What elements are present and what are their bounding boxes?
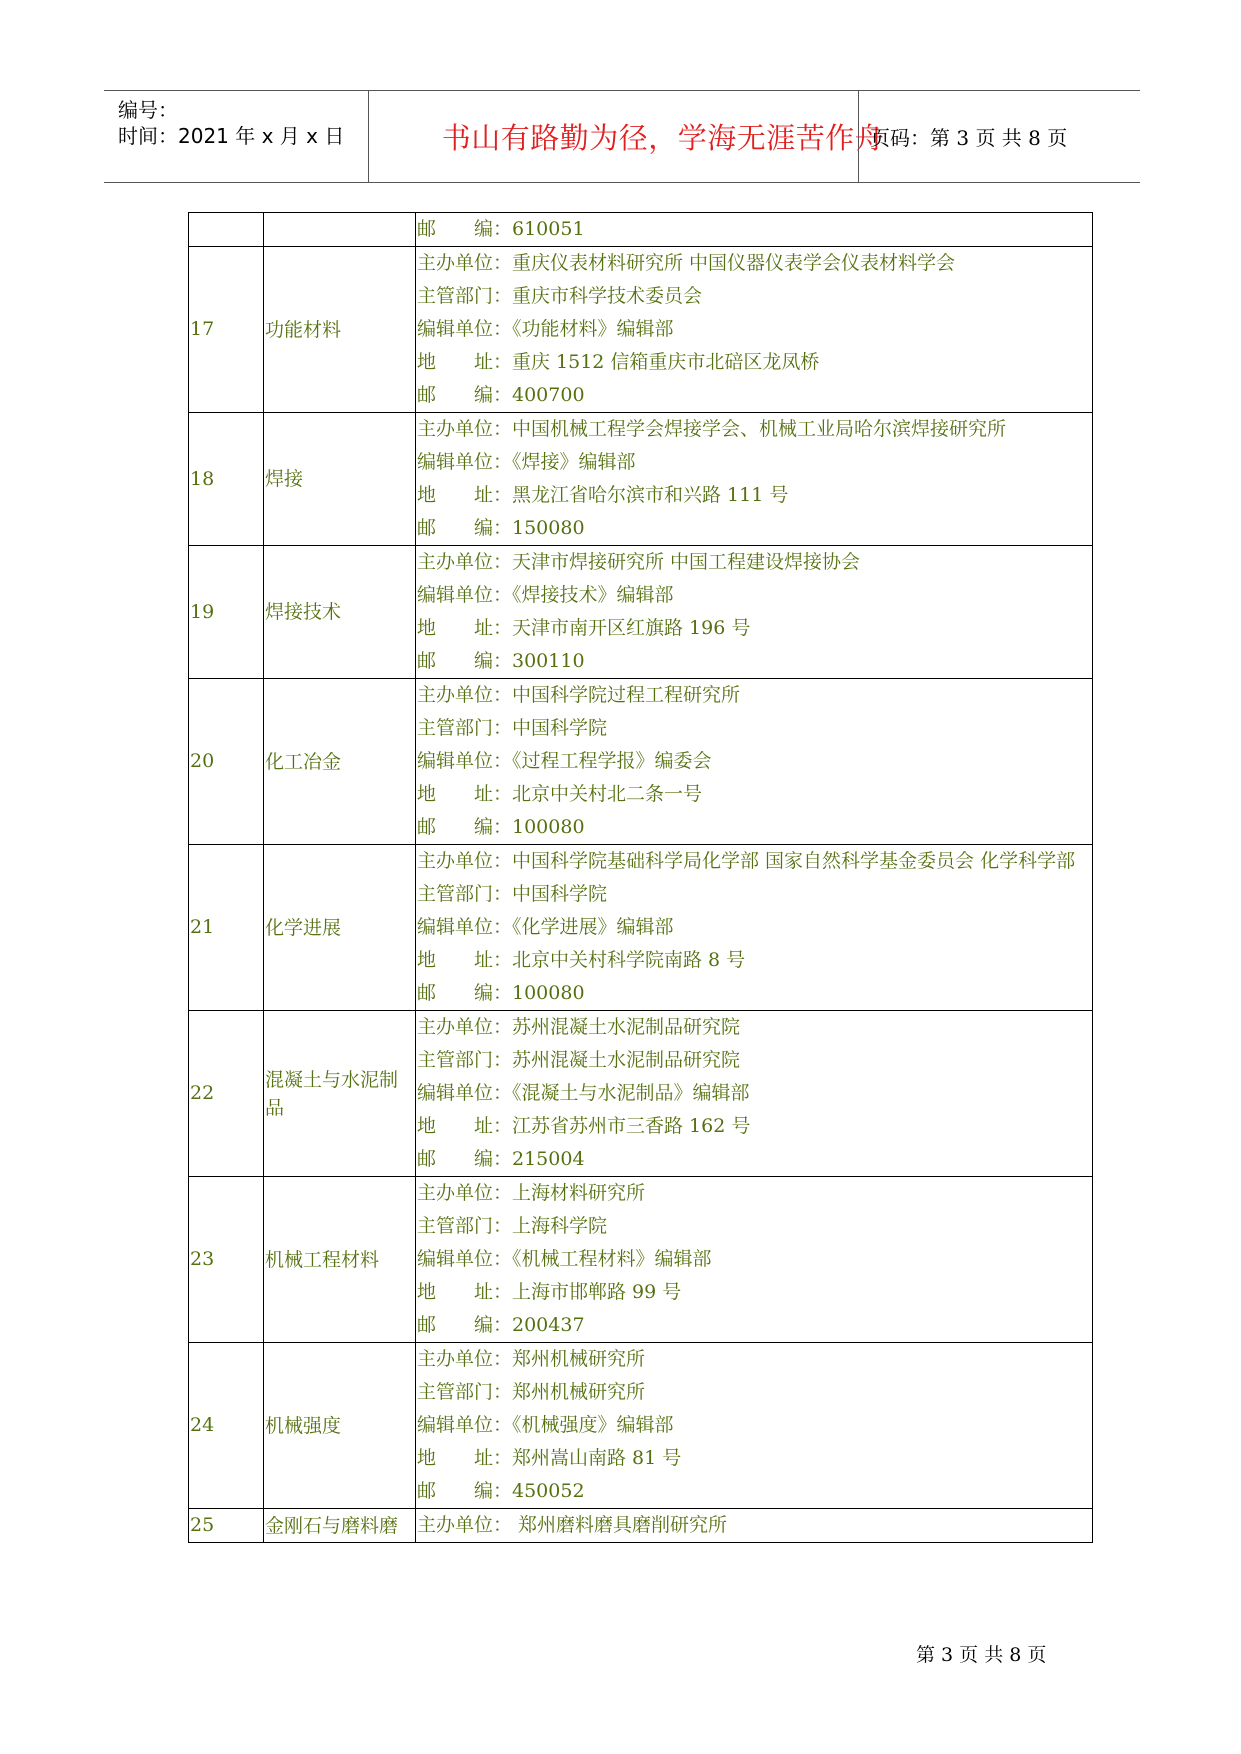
info-line: 地 址：上海市邯郸路 99 号	[417, 1281, 682, 1303]
info-line: 主办单位：中国机械工程学会焊接学会、机械工业局哈尔滨焊接研究所	[417, 418, 1007, 440]
info-line: 主管部门：上海科学院	[417, 1215, 608, 1237]
info-line: 地 址：北京中关村科学院南路 8 号	[417, 949, 746, 971]
info-line: 主办单位： 郑州磨料磨具磨削研究所	[417, 1514, 728, 1536]
serial-label: 编号：	[118, 98, 178, 122]
row-number: 20	[189, 679, 264, 845]
journal-info	[416, 546, 1093, 679]
table-row	[189, 546, 1093, 679]
info-line: 主管部门：苏州混凝土水泥制品研究院	[417, 1049, 741, 1071]
info-line: 邮 编：450052	[417, 1480, 585, 1502]
info-line: 编辑单位：《机械强度》编辑部	[417, 1414, 674, 1436]
info-line: 主管部门：中国科学院	[417, 717, 608, 739]
journal-name: 焊接技术	[264, 546, 416, 679]
table-row	[189, 679, 1093, 845]
header-page-label: 页码：第 3 页 共 8 页	[870, 126, 1068, 150]
journal-info	[416, 247, 1093, 413]
info-line: 主办单位：苏州混凝土水泥制品研究院	[417, 1016, 741, 1038]
page-header	[104, 90, 1140, 183]
info-line: 主管部门：中国科学院	[417, 883, 608, 905]
info-line: 地 址：黑龙江省哈尔滨市和兴路 111 号	[417, 484, 789, 506]
info-line: 地 址：天津市南开区红旗路 196 号	[417, 617, 751, 639]
journal-name: 机械强度	[264, 1343, 416, 1509]
page-footer: 第 3 页 共 8 页	[916, 1644, 1047, 1666]
info-line: 主办单位：重庆仪表材料研究所 中国仪器仪表学会仪表材料学会	[417, 252, 956, 274]
journal-name: 化工冶金	[264, 679, 416, 845]
journal-name: 焊接	[264, 413, 416, 546]
journal-info	[416, 679, 1093, 845]
info-line: 主管部门：重庆市科学技术委员会	[417, 285, 703, 307]
row-number: 21	[189, 845, 264, 1011]
row-number: 18	[189, 413, 264, 546]
table-row	[189, 213, 1093, 247]
journal-info	[416, 1509, 1093, 1543]
info-line: 邮 编：215004	[417, 1148, 585, 1170]
info-line: 编辑单位：《机械工程材料》编辑部	[417, 1248, 712, 1270]
info-line: 地 址：郑州嵩山南路 81 号	[417, 1447, 682, 1469]
journal-name: 混凝土与水泥制品	[264, 1011, 416, 1177]
info-line: 主办单位：郑州机械研究所	[417, 1348, 646, 1370]
info-line: 邮 编：200437	[417, 1314, 585, 1336]
info-line: 编辑单位：《混凝土与水泥制品》编辑部	[417, 1082, 750, 1104]
info-line: 邮 编：100080	[417, 816, 585, 838]
journal-info	[416, 1011, 1093, 1177]
table-row	[189, 1343, 1093, 1509]
info-line: 邮 编：150080	[417, 517, 585, 539]
info-line: 地 址：北京中关村北二条一号	[417, 783, 703, 805]
row-number	[189, 213, 264, 247]
row-number: 23	[189, 1177, 264, 1343]
row-number: 19	[189, 546, 264, 679]
journal-info	[416, 213, 1093, 247]
header-motto: 书山有路勤为径，学海无涯苦作舟	[441, 121, 885, 155]
table-row	[189, 247, 1093, 413]
info-line: 地 址：重庆 1512 信箱重庆市北碚区龙凤桥	[417, 351, 820, 373]
info-line: 主管部门：郑州机械研究所	[417, 1381, 646, 1403]
row-number: 24	[189, 1343, 264, 1509]
journal-name: 化学进展	[264, 845, 416, 1011]
journal-name	[264, 213, 416, 247]
info-line: 主办单位：中国科学院基础科学局化学部 国家自然科学基金委员会 化学科学部	[417, 850, 1076, 872]
header-top-rule	[104, 90, 1140, 91]
table-row	[189, 1177, 1093, 1343]
header-bottom-rule	[104, 182, 1140, 183]
table-row	[189, 1509, 1093, 1543]
info-line: 编辑单位：《焊接》编辑部	[417, 451, 636, 473]
row-number: 22	[189, 1011, 264, 1177]
info-line: 主办单位：天津市焊接研究所 中国工程建设焊接协会	[417, 551, 861, 573]
table-row	[189, 413, 1093, 546]
info-line: 邮 编：100080	[417, 982, 585, 1004]
info-line: 主办单位：中国科学院过程工程研究所	[417, 684, 741, 706]
journal-name: 机械工程材料	[264, 1177, 416, 1343]
journal-name: 功能材料	[264, 247, 416, 413]
info-line: 编辑单位：《焊接技术》编辑部	[417, 584, 674, 606]
info-line: 地 址：江苏省苏州市三香路 162 号	[417, 1115, 751, 1137]
info-line: 邮 编：300110	[417, 650, 585, 672]
journal-info	[416, 845, 1093, 1011]
info-line: 编辑单位：《化学进展》编辑部	[417, 916, 674, 938]
table-row	[189, 845, 1093, 1011]
row-number: 17	[189, 247, 264, 413]
row-number: 25	[189, 1509, 264, 1543]
journal-table	[188, 212, 1093, 1543]
journal-info	[416, 1177, 1093, 1343]
time-label: 时间：2021 年 x 月 x 日	[118, 124, 345, 148]
journal-info	[416, 413, 1093, 546]
info-line: 编辑单位：《过程工程学报》编委会	[417, 750, 712, 772]
info-line: 主办单位：上海材料研究所	[417, 1182, 646, 1204]
info-line: 邮 编：400700	[417, 384, 585, 406]
journal-name: 金刚石与磨料磨	[264, 1509, 416, 1543]
info-line: 编辑单位：《功能材料》编辑部	[417, 318, 674, 340]
journal-info	[416, 1343, 1093, 1509]
table-row	[189, 1011, 1093, 1177]
info-line: 邮 编：610051	[417, 218, 585, 240]
